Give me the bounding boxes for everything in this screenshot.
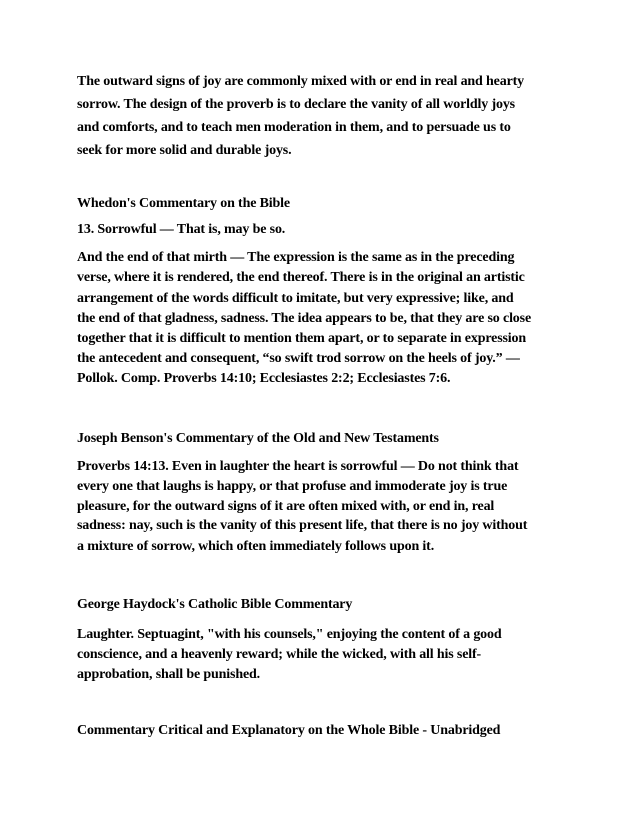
- whedon-line: together that it is difficult to mention them apart, or to separate in expression: [77, 331, 527, 346]
- benson-line: pleasure, for the outward signs of it are often mixed with, or end in, real: [77, 499, 495, 514]
- intro-line: The outward signs of joy are commonly mixed with or end in real and hearty: [77, 74, 525, 89]
- intro-line: seek for more solid and durable joys.: [77, 143, 292, 158]
- benson-line: a mixture of sorrow, which often immediately follows upon it.: [77, 539, 435, 554]
- benson-line: sadness: nay, such is the vanity of this present life, that there is no joy without: [77, 518, 528, 533]
- intro-line: sorrow. The design of the proverb is to declare the vanity of all worldly joys: [77, 97, 515, 112]
- whedon-verse: 13. Sorrowful — That is, may be so.: [77, 222, 286, 237]
- jfb-heading: Commentary Critical and Explanatory on the Whole Bible - Unabridged: [77, 723, 501, 738]
- whedon-line: the end of that gladness, sadness. The idea appears to be, that they are so close: [77, 311, 532, 326]
- whedon-heading: Whedon's Commentary on the Bible: [77, 196, 290, 211]
- intro-line: and comforts, and to teach men moderation in them, and to persuade us to: [77, 120, 511, 135]
- whedon-line: the antecedent and consequent, “so swift trod sorrow on the heels of joy.” —: [77, 351, 520, 366]
- haydock-line: conscience, and a heavenly reward; while the wicked, with all his self-: [77, 647, 482, 662]
- benson-heading: Joseph Benson's Commentary of the Old and New Testaments: [77, 431, 439, 446]
- whedon-line: verse, where it is rendered, the end thereof. There is in the original an artistic: [77, 270, 525, 285]
- whedon-line: Pollok. Comp. Proverbs 14:10; Ecclesiastes 2:2; Ecclesiastes 7:6.: [77, 371, 451, 386]
- benson-line: every one that laughs is happy, or that profuse and immoderate joy is true: [77, 479, 508, 494]
- whedon-line: And the end of that mirth — The expression is the same as in the preceding: [77, 250, 515, 265]
- whedon-line: arrangement of the words difficult to imitate, but very expressive; like, and: [77, 291, 514, 306]
- benson-line: Proverbs 14:13. Even in laughter the heart is sorrowful — Do not think that: [77, 459, 519, 474]
- haydock-heading: George Haydock's Catholic Bible Commentary: [77, 597, 353, 612]
- haydock-line: approbation, shall be punished.: [77, 667, 261, 682]
- haydock-line: Laughter. Septuagint, "with his counsels," enjoying the content of a good: [77, 627, 502, 642]
